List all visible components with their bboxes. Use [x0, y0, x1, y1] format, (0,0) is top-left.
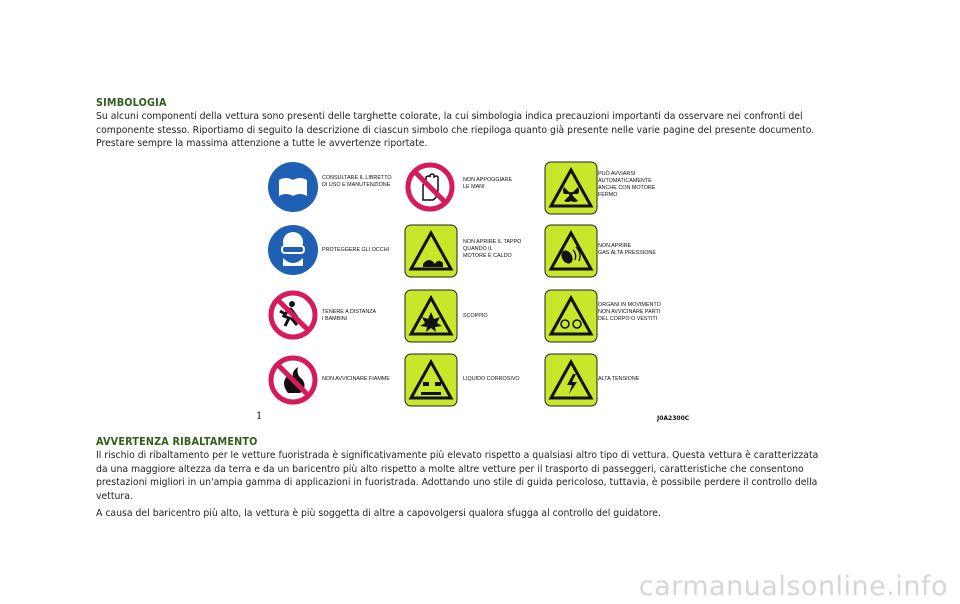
- manual-icon: [268, 162, 318, 212]
- label-keep-children-away: TENERE A DISTANZA I BAMBINI: [322, 309, 377, 322]
- label-eye-protection: PROTEGGERE GLI OCCHI: [322, 247, 390, 253]
- label-high-voltage: ALTA TENSIONE: [598, 376, 640, 382]
- figure-number: 1: [256, 411, 263, 422]
- section-body-simbologia: Su alcuni componenti della vettura sono presenti delle targhette colorate, la cui simbologia indica precauzioni importanti da osservare nei confronti del componente stesso. Riportiamo di seguito la descrizione di ciascun simbolo che riepiloga quanto già presente nelle varie pagine del presente documento. Prestare sempre la massima attenzione a tutte le avvertenze riportate.: [96, 111, 815, 150]
- section-title-simbologia: SIMBOLOGIA: [96, 97, 167, 109]
- no-hands-icon: [408, 165, 452, 209]
- label-auto-start: PUÒ AVVIARSI AUTOMATICAMENTE ANCHE CON MOTORE FERMO: [598, 171, 656, 198]
- label-hot-cap: NON APRIRE IL TAPPO QUANDO IL MOTORE È CALDO: [463, 239, 522, 259]
- watermark: carmanualsonline.info: [638, 571, 948, 602]
- label-high-pressure: NON APRIRE GAS ALTA PRESSIONE: [598, 243, 656, 256]
- corrosive-warning-icon: [405, 354, 457, 406]
- keep-children-away-icon: [271, 293, 315, 337]
- label-corrosive: LIQUIDO CORROSIVO: [463, 376, 520, 382]
- section-body-ribaltamento-2: A causa del baricentro più alto, la vettura è più soggetta di altre a capovolgersi qualora sfugga al controllo del guidatore.: [96, 508, 661, 519]
- no-flames-icon: [271, 358, 315, 402]
- explosion-warning-icon: [405, 290, 457, 342]
- label-moving-parts: ORGANI IN MOVIMENTO NON AVVICINARE PARTI DEL CORPO O VESTITI: [598, 302, 661, 322]
- label-no-hands: NON APPOGGIARE LE MANI: [463, 177, 513, 190]
- hot-cap-warning-icon: [405, 225, 457, 277]
- eye-protection-icon: [268, 225, 318, 275]
- section-body-ribaltamento-1: Il rischio di ribaltamento per le vetture fuoristrada è significativamente più elevato rispetto a qualsiasi altro tipo di vettura. Questa vettura è caratterizzata da una maggiore altezza da terra e da un baricentro più alto rispetto a molte altre vetture per il trasporto di passeggeri, caratteristiche che consentono prestazioni migliori in un'ampia gamma di applicazioni in fuoristrada. Adottando uno stile di guida pericoloso, tuttavia, è possibile perdere il controllo della vettura.: [96, 450, 819, 502]
- label-no-flames: NON AVVICINARE FIAMME: [322, 376, 390, 382]
- label-explosion: SCOPPIO: [463, 313, 488, 319]
- section-title-ribaltamento: AVVERTENZA RIBALTAMENTO: [96, 436, 258, 448]
- figure-code: J0A2300C: [657, 415, 690, 422]
- label-manual: CONSULTARE IL LIBRETTO DI USO E MANUTENZIONE: [322, 175, 392, 188]
